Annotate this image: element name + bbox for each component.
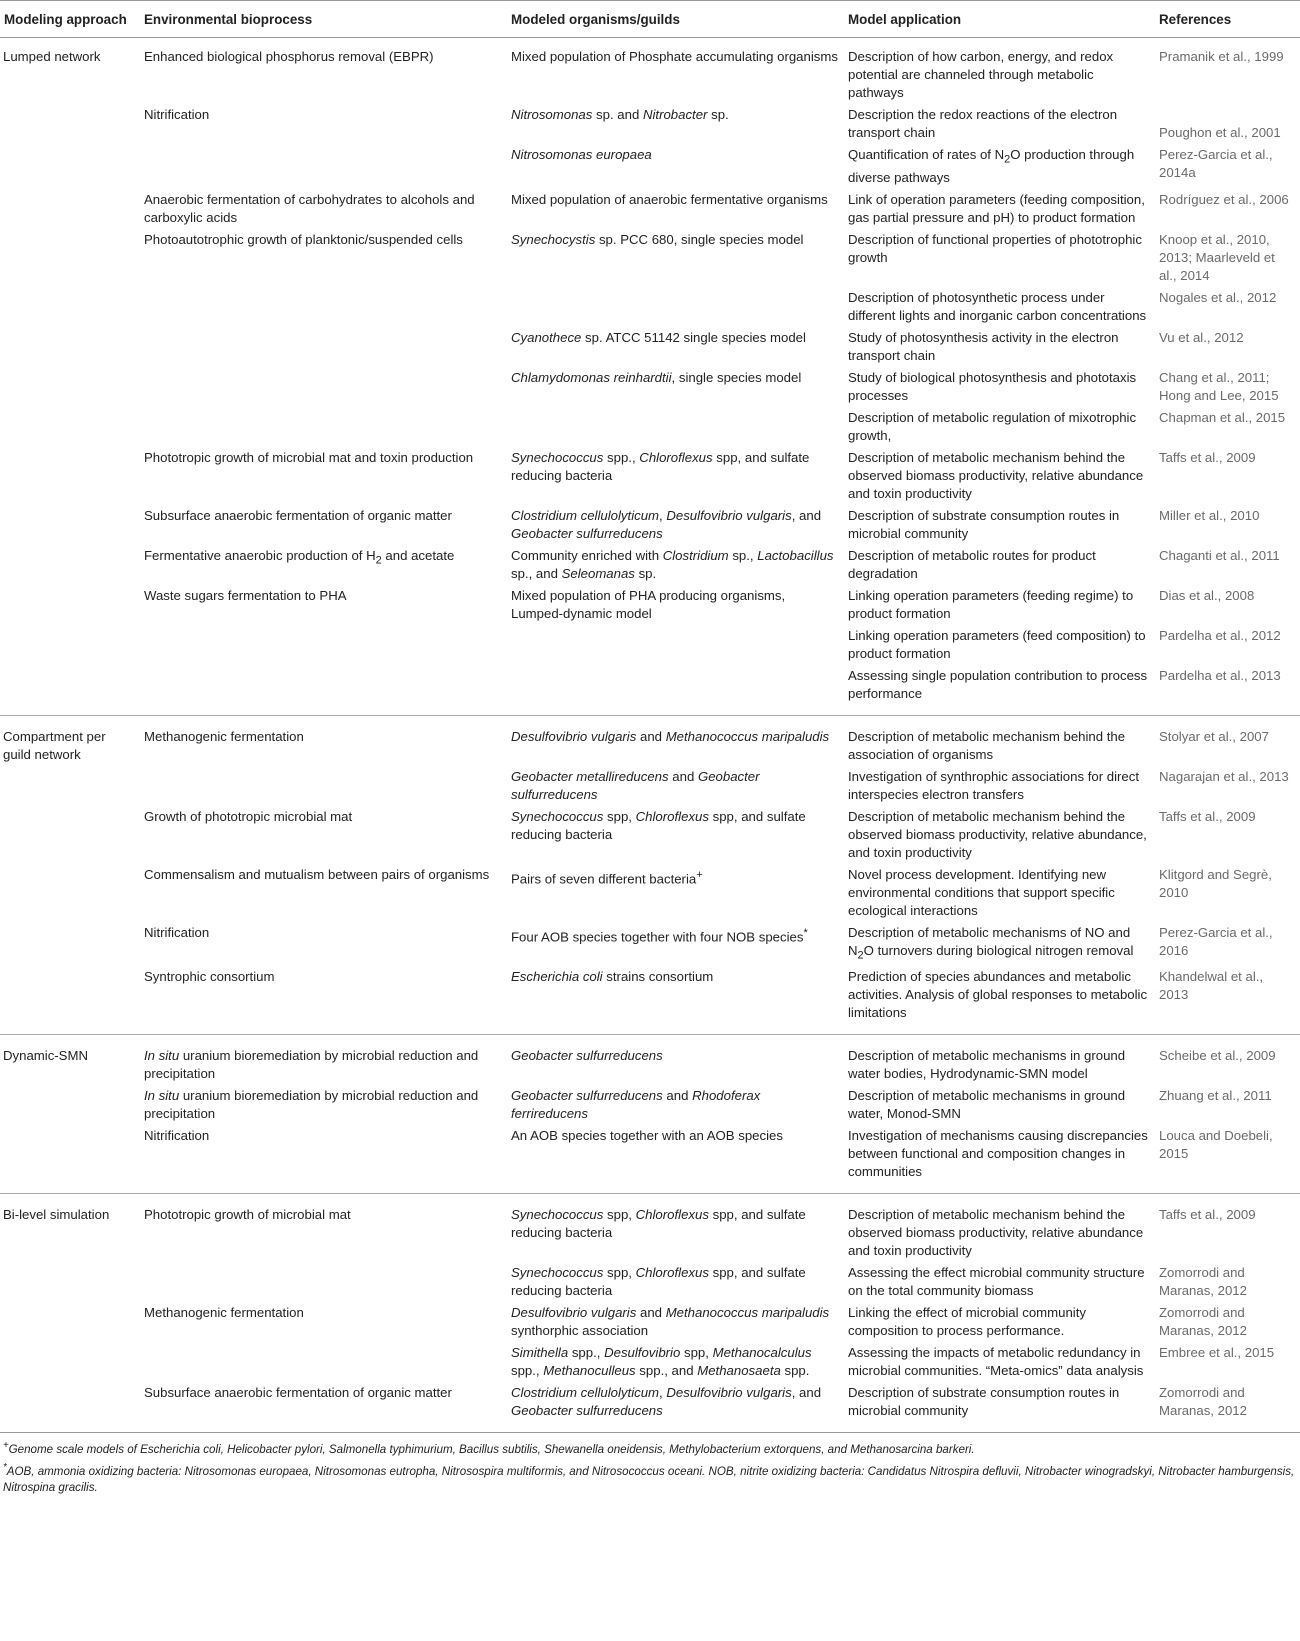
cell-bioprocess — [140, 409, 507, 449]
cell-organisms: Escherichia coli strains consortium — [511, 969, 714, 985]
cell-bioprocess: Methanogenic fermentation — [144, 1305, 304, 1321]
cell-modeling-approach — [0, 1087, 140, 1127]
cell-application: Linking the effect of microbial community composition to process performance. — [848, 1305, 1086, 1339]
cell-organisms — [507, 627, 844, 667]
cell-reference: Knoop et al., 2010, 2013; Maarleveld et al., 2014 — [1159, 231, 1275, 283]
table-row — [0, 715, 1300, 768]
cell-application: Description of substrate consumption routes in microbial community — [848, 1385, 1120, 1419]
cell-bioprocess: Syntrophic consortium — [144, 969, 275, 985]
cell-modeling-approach — [0, 547, 140, 587]
cell-application: Investigation of synthrophic associations for direct interspecies electron transfers — [848, 768, 1140, 802]
cell-reference: Taffs et al., 2009 — [1159, 449, 1256, 465]
cell-modeling-approach — [0, 1384, 140, 1432]
cell-bioprocess: Commensalism and mutualism between pairs of organisms — [144, 866, 490, 882]
cell-modeling-approach — [0, 369, 140, 409]
cell-bioprocess: Nitrification — [144, 107, 210, 122]
table-header — [0, 1, 1300, 38]
footnote-star: *AOB, ammonia oxidizing bacteria: Nitrosomonas europaea, Nitrosomonas eutropha, Nitrosospira multiformis, and Nitrosococcus oceani. NOB, nitrite oxidizing bacteria: Candidatus Nitrospira defluvii, Nitrobacter winogradskyi, Nitrobacter hamburgensis, Nitrospina gracilis. — [3, 1462, 1295, 1494]
cell-modeling-approach — [0, 1304, 140, 1344]
cell-modeling-approach — [0, 231, 140, 289]
cell-organisms: Geobacter sulfurreducens — [507, 1035, 844, 1088]
cell-bioprocess: Phototropic growth of microbial mat — [140, 1194, 507, 1265]
cell-organisms: Desulfovibrio vulgaris and Methanococcus maripaludis synthorphic association — [511, 1305, 830, 1339]
table-row — [0, 587, 1300, 627]
cell-reference: Nogales et al., 2012 — [1159, 289, 1277, 305]
cell-organisms: Nitrosomonas sp. and Nitrobacter sp. — [511, 107, 729, 122]
cell-organisms: Community enriched with Clostridium sp., Lactobacillus sp., and Seleomanas sp. — [511, 547, 834, 581]
table-row — [0, 1035, 1300, 1088]
cell-application: Study of biological photosynthesis and phototaxis processes — [848, 369, 1137, 403]
cell-bioprocess — [140, 1264, 507, 1304]
cell-application: Investigation of mechanisms causing discrepancies between functional and composition changes in communities — [848, 1128, 1148, 1180]
cell-organisms: Clostridium cellulolyticum, Desulfovibrio vulgaris, and Geobacter sulfurreducens — [511, 507, 822, 541]
cell-application: Assessing the impacts of metabolic redundancy in microbial communities. “Meta-omics” data analysis — [848, 1345, 1144, 1379]
cell-reference: Pardelha et al., 2013 — [1159, 667, 1281, 683]
header-model-application: Model application — [844, 1, 1155, 38]
cell-organisms: Cyanothece sp. ATCC 51142 single species model — [511, 329, 806, 345]
table-row — [0, 191, 1300, 231]
cell-reference: Pardelha et al., 2012 — [1159, 627, 1281, 643]
cell-bioprocess: Nitrification — [144, 1128, 210, 1144]
cell-organisms: Synechocystis sp. PCC 680, single species model — [511, 231, 804, 247]
table-body — [0, 38, 1300, 1433]
cell-modeling-approach: Lumped network — [3, 49, 101, 64]
cell-modeling-approach — [0, 667, 140, 716]
cell-application: Assessing single population contribution to process performance — [848, 667, 1148, 701]
cell-bioprocess: Growth of phototropic microbial mat — [144, 808, 353, 824]
table-row — [0, 1304, 1300, 1344]
header-environmental-bioprocess: Environmental bioprocess — [140, 1, 507, 38]
cell-organisms: Nitrosomonas europaea — [511, 147, 652, 162]
cell-bioprocess — [140, 289, 507, 329]
table-row — [0, 547, 1300, 587]
cell-application: Assessing the effect microbial community structure on the total community biomass — [848, 1265, 1145, 1299]
cell-modeling-approach — [0, 924, 140, 969]
cell-organisms: An AOB species together with an AOB species — [511, 1128, 783, 1144]
cell-organisms — [507, 667, 844, 716]
table-row — [0, 38, 1300, 107]
cell-bioprocess: Phototropic growth of microbial mat and toxin production — [144, 449, 474, 465]
table-row — [0, 768, 1300, 808]
cell-bioprocess — [140, 146, 507, 191]
cell-modeling-approach — [0, 106, 140, 146]
cell-reference: Vu et al., 2012 — [1159, 329, 1244, 345]
cell-bioprocess: Subsurface anaerobic fermentation of organic matter — [144, 1385, 452, 1401]
cell-organisms: Synechococcus spp, Chloroflexus spp, and sulfate reducing bacteria — [511, 1265, 806, 1299]
cell-bioprocess — [140, 369, 507, 409]
cell-reference: Chang et al., 2011; Hong and Lee, 2015 — [1159, 369, 1279, 403]
cell-bioprocess: In situ uranium bioremediation by microbial reduction and precipitation — [144, 1088, 479, 1122]
cell-modeling-approach — [0, 587, 140, 627]
table-row — [0, 1194, 1300, 1265]
cell-modeling-approach — [0, 968, 140, 1035]
cell-modeling-approach — [0, 866, 140, 924]
cell-organisms: Mixed population of PHA producing organisms, Lumped-dynamic model — [511, 587, 786, 621]
footnote-plus: +Genome scale models of Escherichia coli, Helicobacter pylori, Salmonella typhimurium, Bacillus subtilis, Shewanella oneidensis, Methylobacterium extorquens, and Methanosarcina barkeri. — [3, 1440, 975, 1456]
cell-bioprocess — [140, 768, 507, 808]
cell-reference: Embree et al., 2015 — [1159, 1345, 1275, 1361]
table-row — [0, 329, 1300, 369]
cell-application: Linking operation parameters (feed composition) to product formation — [848, 627, 1146, 661]
cell-bioprocess: In situ uranium bioremediation by microbial reduction and precipitation — [140, 1035, 507, 1088]
cell-reference: Chaganti et al., 2011 — [1159, 547, 1280, 563]
table-row — [0, 1344, 1300, 1384]
cell-modeling-approach — [0, 768, 140, 808]
header-references: References — [1155, 1, 1300, 38]
footnote-divider — [0, 1432, 1300, 1433]
cell-modeling-approach — [0, 1344, 140, 1384]
cell-reference: Pramanik et al., 1999 — [1159, 49, 1284, 64]
cell-reference: Dias et al., 2008 — [1159, 587, 1255, 603]
cell-reference: Chapman et al., 2015 — [1159, 409, 1286, 425]
cell-bioprocess — [140, 667, 507, 716]
cell-bioprocess — [140, 329, 507, 369]
cell-modeling-approach — [0, 146, 140, 191]
cell-application: Description of metabolic mechanisms of NO and $N_2O$ turnovers during biological nitrogen removal — [848, 924, 1134, 962]
cell-modeling-approach — [0, 191, 140, 231]
cell-bioprocess: Waste sugars fermentation to PHA — [144, 587, 347, 603]
cell-reference: Zhuang et al., 2011 — [1159, 1088, 1272, 1104]
table-row — [0, 146, 1300, 191]
cell-modeling-approach: Bi-level simulation — [0, 1194, 140, 1265]
cell-reference: Klitgord and Segrè, 2010 — [1159, 866, 1272, 900]
cell-modeling-approach — [0, 409, 140, 449]
cell-modeling-approach — [0, 507, 140, 547]
cell-reference: Poughon et al., 2001 — [1159, 125, 1281, 140]
cell-reference: Rodríguez et al., 2006 — [1159, 191, 1289, 207]
cell-application: Description of metabolic mechanism behind the observed biomass productivity, relative abundance and toxin productivity — [844, 1194, 1155, 1265]
cell-organisms: Simithella spp., Desulfovibrio spp, Methanocalculus spp., Methanoculleus spp., and Methanosaeta spp. — [511, 1345, 812, 1379]
cell-organisms — [507, 409, 844, 449]
table-row — [0, 1087, 1300, 1127]
table-row — [0, 667, 1300, 716]
cell-organisms: Desulfovibrio vulgaris and Methanococcus maripaludis — [507, 715, 844, 768]
table-row — [0, 808, 1300, 866]
cell-bioprocess: Nitrification — [144, 924, 210, 940]
header-modeling-approach: Modeling approach — [0, 1, 140, 38]
cell-application: Description of functional properties of phototrophic growth — [848, 231, 1142, 265]
cell-bioprocess: Fermentative anaerobic production of $H_2$ and acetate — [144, 547, 455, 567]
cell-organisms: Synechococcus spp, Chloroflexus spp, and sulfate reducing bacteria — [511, 808, 806, 842]
cell-reference: Taffs et al., 2009 — [1159, 808, 1256, 824]
cell-modeling-approach — [0, 808, 140, 866]
cell-modeling-approach — [0, 289, 140, 329]
cell-modeling-approach: Dynamic-SMN — [0, 1035, 140, 1088]
cell-application: Study of photosynthesis activity in the electron transport chain — [848, 329, 1119, 363]
cell-application: Description of metabolic regulation of mixotrophic growth, — [848, 409, 1137, 443]
table-row — [0, 866, 1300, 924]
header-row — [0, 1, 1300, 38]
cell-application: Description of how carbon, energy, and redox potential are channeled through metabolic pathways — [848, 49, 1114, 100]
cell-modeling-approach: Compartment per guild network — [0, 715, 140, 768]
cell-organisms: Geobacter sulfurreducens and Rhodoferax ferrireducens — [511, 1088, 761, 1122]
table-row — [0, 1264, 1300, 1304]
cell-application: Description of metabolic mechanisms in ground water bodies, Hydrodynamic-SMN model — [844, 1035, 1155, 1088]
cell-modeling-approach — [0, 329, 140, 369]
cell-bioprocess — [140, 627, 507, 667]
cell-organisms: Synechococcus spp, Chloroflexus spp, and sulfate reducing bacteria — [507, 1194, 844, 1265]
cell-organisms — [507, 289, 844, 329]
table-row — [0, 968, 1300, 1035]
table-row — [0, 1384, 1300, 1432]
cell-application: Linking operation parameters (feeding regime) to product formation — [848, 587, 1134, 621]
cell-reference: Louca and Doebeli, 2015 — [1159, 1128, 1273, 1162]
cell-application: Prediction of species abundances and metabolic activities. Analysis of global responses to metabolic limitations — [848, 969, 1148, 1021]
cell-application: Description the redox reactions of the electron transport chain — [848, 107, 1118, 140]
cell-reference: Perez-Garcia et al., 2016 — [1159, 924, 1273, 958]
cell-application: Description of metabolic mechanism behind the association of organisms — [844, 715, 1155, 768]
cell-organisms: Four AOB species together with four NOB species* — [511, 926, 808, 945]
table-row — [0, 369, 1300, 409]
cell-reference: Zomorrodi and Maranas, 2012 — [1159, 1265, 1247, 1299]
cell-application: Description of metabolic mechanism behind the observed biomass productivity, relative abundance and toxin productivity — [848, 449, 1144, 501]
table-row — [0, 231, 1300, 289]
cell-reference: Zomorrodi and Maranas, 2012 — [1159, 1305, 1247, 1339]
cell-bioprocess — [140, 1344, 507, 1384]
table-row — [0, 924, 1300, 969]
cell-application: Novel process development. Identifying new environmental conditions that support specific ecological interactions — [848, 866, 1115, 918]
cell-bioprocess: Methanogenic fermentation — [140, 715, 507, 768]
cell-modeling-approach — [0, 627, 140, 667]
cell-application: Description of substrate consumption routes in microbial community — [848, 507, 1120, 541]
cell-reference: Perez-Garcia et al., 2014a — [1159, 147, 1273, 180]
cell-modeling-approach — [0, 449, 140, 507]
cell-organisms: Geobacter metallireducens and Geobacter sulfurreducens — [511, 768, 760, 802]
cell-bioprocess: Enhanced biological phosphorus removal (EBPR) — [144, 49, 434, 64]
table-row — [0, 409, 1300, 449]
cell-reference: Khandelwal et al., 2013 — [1159, 969, 1264, 1003]
cell-application: Link of operation parameters (feeding composition, gas partial pressure and pH) to product formation — [848, 191, 1145, 225]
table-row — [0, 1127, 1300, 1194]
cell-reference: Stolyar et al., 2007 — [1155, 715, 1300, 768]
cell-bioprocess: Photoautotrophic growth of planktonic/suspended cells — [144, 231, 463, 247]
table-row — [0, 449, 1300, 507]
cell-modeling-approach — [0, 1127, 140, 1194]
cell-reference: Nagarajan et al., 2013 — [1159, 768, 1289, 784]
cell-organisms: Clostridium cellulolyticum, Desulfovibrio vulgaris, and Geobacter sulfurreducens — [511, 1385, 822, 1419]
cell-application: Description of metabolic mechanism behind the observed biomass productivity, relative abundance, and toxin productivity — [848, 808, 1147, 860]
cell-organisms: Pairs of seven different bacteria+ — [511, 868, 703, 887]
cell-reference: Taffs et al., 2009 — [1155, 1194, 1300, 1265]
cell-application: Quantification of rates of $N_2O$ production through diverse pathways — [848, 147, 1135, 185]
cell-organisms: Synechococcus spp., Chloroflexus spp, and sulfate reducing bacteria — [511, 449, 810, 483]
header-modeled-organisms: Modeled organisms/guilds — [507, 1, 844, 38]
cell-application: Description of metabolic mechanisms in ground water, Monod-SMN — [848, 1088, 1126, 1122]
cell-organisms: Mixed population of anaerobic fermentative organisms — [511, 191, 828, 207]
table-row — [0, 507, 1300, 547]
cell-application: Description of photosynthetic process under different lights and inorganic carbon concentrations — [848, 289, 1147, 323]
cell-application: Description of metabolic routes for product degradation — [848, 547, 1096, 581]
table-row — [0, 289, 1300, 329]
cell-organisms: Chlamydomonas reinhardtii, single species model — [511, 369, 802, 385]
cell-reference: Scheibe et al., 2009 — [1155, 1035, 1300, 1088]
cell-bioprocess: Anaerobic fermentation of carbohydrates to alcohols and carboxylic acids — [144, 191, 475, 225]
cell-organisms: Mixed population of Phosphate accumulating organisms — [511, 49, 838, 64]
cell-bioprocess: Subsurface anaerobic fermentation of organic matter — [144, 507, 452, 523]
cell-modeling-approach — [0, 1264, 140, 1304]
cell-reference: Miller et al., 2010 — [1159, 507, 1260, 523]
table-row — [0, 627, 1300, 667]
table-row — [0, 106, 1300, 146]
cell-reference: Zomorrodi and Maranas, 2012 — [1159, 1385, 1247, 1419]
